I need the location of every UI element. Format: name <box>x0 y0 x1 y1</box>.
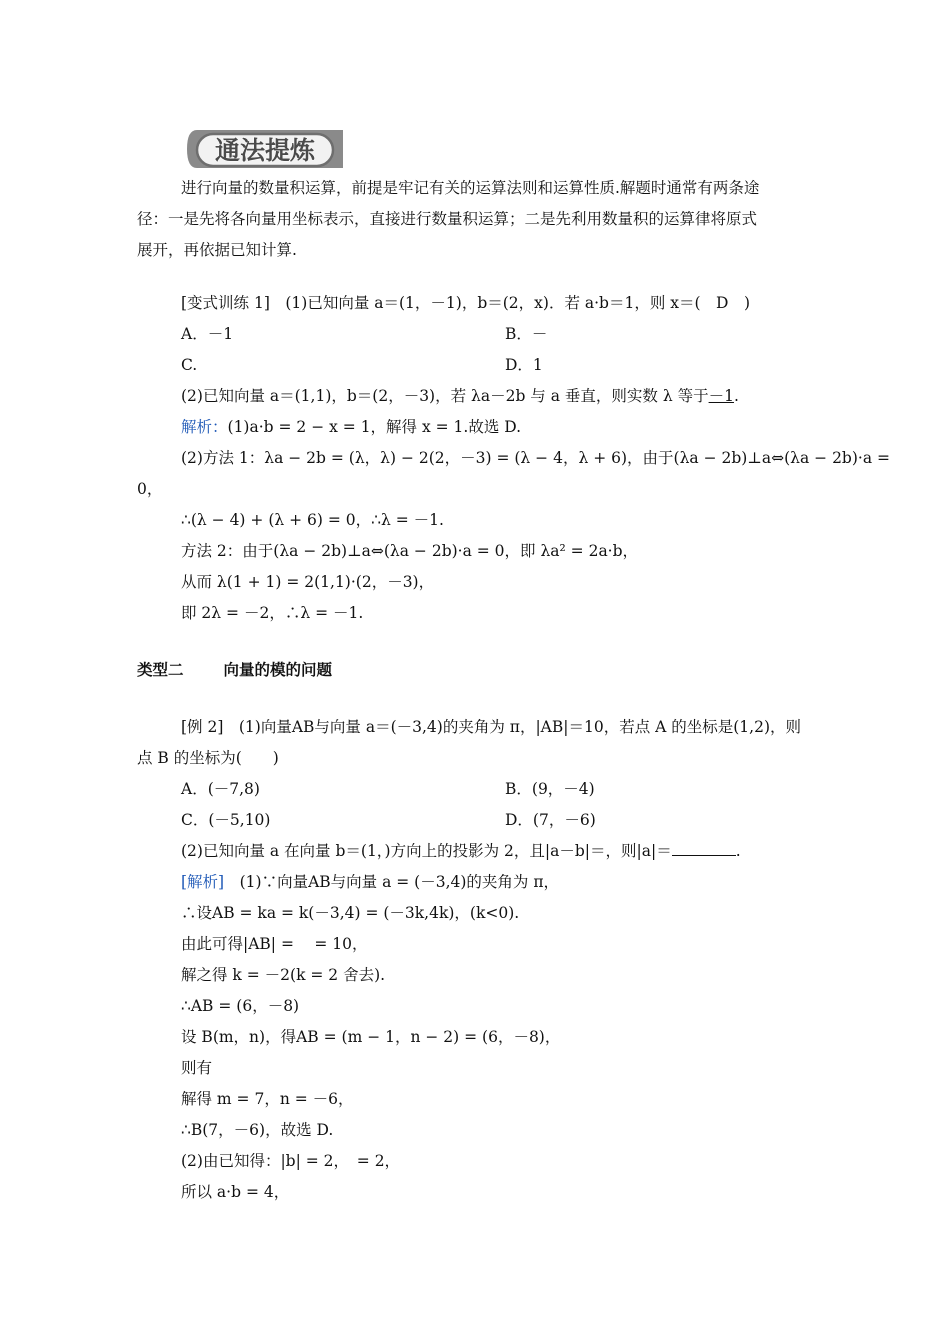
solution-label: 解析： <box>181 418 228 436</box>
question-2-end: . <box>735 842 741 860</box>
option-d: D．1 <box>505 356 543 374</box>
example-2-question-1-a: [例 2] (1)向量AB与向量 a＝(－3,4)的夹角为 π，|AB|＝10，若点 A 的坐标是(1,2)，则 <box>181 718 801 736</box>
section-badge <box>183 124 347 174</box>
example-2-solution-3: 由此可得|AB| = = 10， <box>181 935 368 953</box>
option-b: B．(9，－4) <box>505 780 595 798</box>
solution-1-text: (1)a·b = 2 − x = 1，解得 x = 1.故选 D. <box>227 418 522 436</box>
example-2-options-row-2 <box>181 810 861 830</box>
example-2-options-row-1 <box>181 779 861 799</box>
example-2-solution-8: 解得 m = 7，n = －6， <box>181 1090 354 1108</box>
example-2-solution-9: ∴B(7，－6)，故选 D. <box>181 1121 334 1139</box>
example-2-solution-6: 设 B(m，n)，得AB = (m − 1，n − 2) = (6，－8)， <box>181 1028 561 1046</box>
solution-3-line: ∴(λ − 4) + (λ + 6) = 0，∴λ = －1. <box>181 511 444 529</box>
solution-text: (1)∵向量AB与向量 a = (－3,4)的夹角为 π， <box>224 873 560 891</box>
intro-line-2: 径：一是先将各向量用坐标表示，直接进行数量积运算；二是先利用数量积的运算律将原式 <box>137 210 758 228</box>
solution-1-line <box>181 417 861 437</box>
option-b: B．－ <box>505 325 548 343</box>
intro-line-1: 进行向量的数量积运算，前提是牢记有关的运算法则和运算性质.解题时通常有两条途 <box>181 179 760 197</box>
section-heading-title: 向量的模的问题 <box>223 661 333 679</box>
question-2-text: (2)已知向量 a＝(1,1)，b＝(2，－3)，若 λa－2b 与 a 垂直，则实数 λ 等于 <box>181 387 709 405</box>
solution-6-line: 即 2λ = －2，∴λ = －1. <box>181 604 364 622</box>
question-2-answer: －1 <box>708 387 734 405</box>
option-a: A．(－7,8) <box>181 780 260 798</box>
exercise-1-question-2 <box>181 386 861 406</box>
exercise-1-question-1: [变式训练 1] (1)已知向量 a＝(1，－1)，b＝(2，x)．若 a·b＝1，则 x＝( D ) <box>181 294 751 312</box>
example-2-solution-1 <box>181 872 861 892</box>
exercise-1-options-row-2 <box>181 355 861 375</box>
option-d: D．(7，－6) <box>505 811 596 829</box>
example-2-question-2 <box>181 841 861 861</box>
example-2-solution-5: ∴AB = (6，－8) <box>181 997 300 1015</box>
question-2-text: (2)已知向量 a 在向量 b＝(1，)方向上的投影为 2，且|a－b|＝，则|a|＝ <box>181 842 672 860</box>
example-2-solution-11: 所以 a·b = 4， <box>181 1183 290 1201</box>
solution-2-line-a: (2)方法 1：λa − 2b = (λ，λ) − 2(2，－3) = (λ − 4，λ + 6)，由于(λa − 2b)⊥a⇔(λa − 2b)·a = <box>181 449 890 467</box>
solution-2-line-b: 0， <box>137 480 163 498</box>
section-heading-label: 类型二 <box>137 661 184 679</box>
solution-5-line: 从而 λ(1 + 1) = 2(1,1)·(2，－3)， <box>181 573 435 591</box>
solution-4-line: 方法 2：由于(λa − 2b)⊥a⇔(λa − 2b)·a = 0，即 λa² = 2a·b， <box>181 542 639 560</box>
exercise-1-options-row-1 <box>181 324 861 344</box>
option-c: C. <box>181 356 198 374</box>
option-c: C．(－5,10) <box>181 811 271 829</box>
question-2-end: . <box>733 387 739 405</box>
example-2-solution-7: 则有 <box>181 1059 213 1077</box>
example-2-solution-2: ∴设AB = ka = k(－3,4) = (－3k,4k)，(k<0). <box>181 904 520 922</box>
example-2-solution-10: (2)由已知得：|b| = 2， = 2， <box>181 1152 401 1170</box>
intro-line-3: 展开，再依据已知计算. <box>137 241 297 259</box>
example-2-solution-4: 解之得 k = －2(k = 2 舍去). <box>181 966 386 984</box>
answer-blank <box>672 841 736 856</box>
section-heading-type-2 <box>137 660 817 680</box>
option-a: A．－1 <box>181 325 234 343</box>
section-badge-title: 通法提炼 <box>214 136 316 165</box>
example-2-question-1-b: 点 B 的坐标为( ) <box>137 749 279 767</box>
solution-label: [解析] <box>181 873 225 891</box>
